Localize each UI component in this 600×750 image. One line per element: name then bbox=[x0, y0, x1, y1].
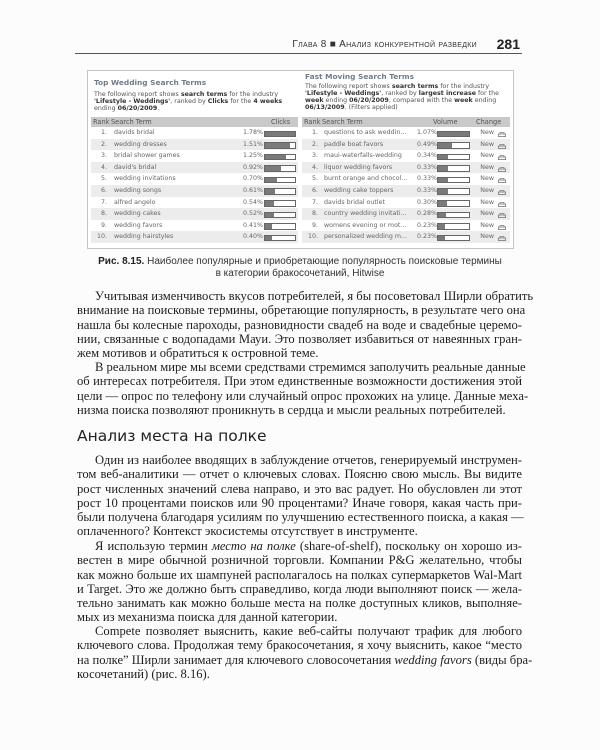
table-row bbox=[91, 220, 298, 232]
text-line: внимание на поисковые термины, обретающие популярность, в результате чего она bbox=[77, 303, 526, 318]
change-cell: New bbox=[480, 186, 494, 194]
table-header-row bbox=[91, 117, 298, 127]
section-heading: Анализ места на полке bbox=[77, 427, 267, 445]
table-row bbox=[302, 208, 510, 220]
change-cell: New bbox=[480, 198, 494, 206]
value-cell: 0.33% bbox=[416, 186, 437, 194]
value-bar bbox=[264, 154, 296, 161]
search-term-cell: country wedding invitati... bbox=[324, 210, 407, 218]
value-cell: 0.33% bbox=[416, 163, 437, 171]
value-bar bbox=[437, 154, 470, 161]
panel-description bbox=[94, 91, 299, 112]
text-segment: Я использую термин bbox=[95, 539, 212, 553]
lock-icon bbox=[498, 188, 506, 194]
value-bar-fill bbox=[265, 132, 295, 137]
lock-icon bbox=[498, 200, 506, 206]
value-bar bbox=[264, 142, 296, 149]
top-wedding-search-terms-panel bbox=[88, 71, 298, 248]
page-number: 281 bbox=[496, 36, 520, 52]
rank-cell: 3. bbox=[100, 152, 107, 160]
emphasized-term: wedding favors bbox=[394, 652, 472, 667]
change-cell: New bbox=[480, 140, 494, 148]
panel-title: Fast Moving Search Terms bbox=[305, 72, 415, 81]
search-term-cell: wedding dresses bbox=[114, 140, 167, 148]
description-segment: for the bbox=[228, 98, 254, 105]
search-term-cell: maui-waterfalls-wedding bbox=[324, 152, 402, 160]
search-term-cell: burnt orange and chocol... bbox=[324, 175, 408, 183]
change-cell: New bbox=[480, 175, 494, 183]
description-segment: The following report shows bbox=[94, 91, 181, 98]
description-segment: 'Lifestyle - Weddings' bbox=[305, 90, 382, 97]
text-segment: на полке” Ширли занимает для ключевого словосочетания bbox=[77, 652, 395, 667]
description-segment: . (Filters applied) bbox=[344, 104, 398, 111]
description-segment: week bbox=[305, 97, 324, 104]
value-bar bbox=[437, 177, 470, 184]
text-line: Учитывая изменчивость вкусов потребителей, я бы посоветовал Ширли обратить bbox=[95, 289, 534, 303]
text-line: ключевого слова. Продолжая тему бракосочетания, я хочу выяснить, какое “место bbox=[77, 638, 522, 653]
value-cell: 1.25% bbox=[242, 152, 263, 160]
rank-cell: 10. bbox=[307, 233, 318, 241]
value-cell: 1.51% bbox=[242, 140, 263, 148]
value-bar-fill bbox=[265, 189, 275, 194]
value-bar bbox=[264, 188, 296, 195]
value-bar-fill bbox=[438, 201, 447, 206]
text-line: вестен в мире обычной розничной торговли. Компании P&G желательно, чтобы bbox=[77, 553, 522, 568]
description-segment: 06/13/2009 bbox=[305, 104, 345, 111]
table-header-row bbox=[302, 117, 510, 127]
running-header bbox=[75, 37, 522, 54]
text-line: были получена благодаря усилиям по улучшению естественного поиска, а какая — bbox=[77, 510, 524, 525]
description-segment: , compared with the bbox=[388, 97, 455, 104]
search-terms-table bbox=[91, 117, 298, 243]
lock-icon bbox=[498, 142, 506, 148]
table-row bbox=[302, 127, 510, 139]
rank-cell: 9. bbox=[311, 221, 318, 229]
paragraph bbox=[77, 453, 522, 539]
value-cell: 0.61% bbox=[242, 186, 263, 194]
rank-cell: 1. bbox=[100, 129, 107, 136]
rank-cell: 8. bbox=[311, 210, 318, 218]
value-bar-fill bbox=[265, 236, 272, 241]
change-cell: New bbox=[480, 163, 494, 171]
value-cell: 1.78% bbox=[242, 129, 263, 136]
column-header-rank: Rank bbox=[93, 118, 110, 126]
rank-cell: 8. bbox=[100, 210, 107, 218]
value-bar-fill bbox=[438, 132, 469, 137]
caption-label: Рис. 8.15. bbox=[98, 256, 145, 267]
description-segment: 'Lifestyle - Weddings' bbox=[94, 98, 171, 105]
description-segment: , ranked by bbox=[381, 90, 419, 97]
rank-cell: 3. bbox=[311, 152, 318, 160]
value-bar bbox=[437, 200, 470, 207]
lock-icon bbox=[498, 130, 506, 136]
table-row bbox=[302, 139, 510, 151]
description-segment: largest increase bbox=[418, 90, 476, 97]
value-cell: 0.40% bbox=[242, 233, 263, 241]
search-term-cell: paddle boat favors bbox=[324, 140, 384, 148]
value-cell: 0.34% bbox=[416, 152, 437, 160]
chapter-title: Глава 8 ■ Анализ конкурентной разведки bbox=[292, 39, 477, 50]
table-row bbox=[91, 162, 298, 174]
search-terms-table bbox=[302, 117, 510, 243]
value-bar-fill bbox=[265, 213, 274, 218]
value-cell: 0.33% bbox=[416, 175, 437, 183]
text-line: нии, связанные с водопадами Мауи. Это позволяет избавиться от навеянных гран- bbox=[77, 331, 522, 346]
text-line: как можно больше их шампуней располагалось на полках супермаркетов Wal-Mart bbox=[77, 567, 522, 582]
column-header-search-term: Search Term bbox=[322, 118, 363, 126]
text-segment: (share-of-shelf), поскольку он хорошо из- bbox=[295, 539, 522, 553]
search-term-cell: womens evening or mot... bbox=[324, 221, 407, 229]
lock-icon bbox=[498, 223, 506, 229]
table-row bbox=[91, 231, 298, 243]
description-segment: Clicks bbox=[207, 98, 229, 105]
value-bar-fill bbox=[438, 189, 448, 194]
text-line: Один из наиболее вводящих в заблуждение отчетов, генерируемый инструмен- bbox=[95, 453, 522, 467]
value-bar-fill bbox=[265, 166, 281, 171]
lock-icon bbox=[498, 176, 506, 182]
text-line: мых из механизма поиска для данной категории. bbox=[77, 610, 338, 625]
rank-cell: 6. bbox=[100, 186, 107, 194]
value-cell: 0.92% bbox=[242, 163, 263, 171]
value-bar-fill bbox=[438, 213, 446, 218]
text-line: об интересах потребителя. При этом единственные возможности достижения этой bbox=[77, 374, 522, 389]
paragraph bbox=[77, 539, 522, 625]
value-bar bbox=[437, 142, 470, 149]
rank-cell: 6. bbox=[311, 186, 318, 194]
value-cell: 0.49% bbox=[416, 140, 437, 148]
rank-cell: 5. bbox=[100, 175, 107, 183]
value-bar bbox=[264, 200, 296, 207]
search-term-cell: wedding favors bbox=[114, 221, 163, 229]
change-cell: New bbox=[480, 210, 494, 218]
lock-icon bbox=[498, 234, 506, 240]
column-header-change: Change bbox=[476, 118, 502, 126]
rank-cell: 4. bbox=[311, 163, 318, 171]
figure-hitwise-reports bbox=[87, 70, 514, 249]
value-cell: 1.07% bbox=[416, 129, 437, 136]
text-line: оплаченного? Контекст экосистемы отсутствует в инструменте. bbox=[77, 524, 418, 539]
rank-cell: 2. bbox=[311, 140, 318, 148]
rank-cell: 7. bbox=[311, 198, 318, 206]
description-segment: for the industry bbox=[227, 91, 279, 98]
paragraph bbox=[77, 289, 534, 361]
search-term-cell: wedding cakes bbox=[114, 210, 161, 218]
description-segment: ending bbox=[323, 97, 350, 104]
search-term-cell: davids bridal outlet bbox=[324, 198, 385, 206]
text-line: Compete позволяет выяснить, какие веб-сайты получают трафик для любого bbox=[95, 624, 522, 638]
search-term-cell: alfred angelo bbox=[114, 198, 156, 206]
value-bar-fill bbox=[265, 178, 277, 183]
text-line: жем мотивов и обратиться к островной теме. bbox=[77, 346, 319, 361]
value-bar bbox=[264, 212, 296, 219]
rank-cell: 4. bbox=[100, 163, 107, 171]
value-bar-fill bbox=[265, 201, 274, 206]
value-bar bbox=[437, 235, 470, 242]
text-line: рост численных значений слева направо, и это вас радует. Но обусловлен ли этот bbox=[77, 481, 522, 496]
lock-icon bbox=[498, 211, 506, 217]
description-segment: week bbox=[454, 97, 473, 104]
rank-cell: 5. bbox=[311, 175, 318, 183]
text-line: В реальном мире мы всеми средствами стремимся заполучить реальные данные bbox=[95, 360, 526, 374]
value-bar bbox=[437, 188, 470, 195]
value-bar bbox=[437, 131, 470, 138]
value-cell: 0.30% bbox=[416, 198, 437, 206]
value-bar bbox=[264, 177, 296, 184]
text-line: тельно занимать как можно больше места на полке доступных кликов, выполняе- bbox=[77, 596, 522, 611]
search-term-cell: davids bridal bbox=[114, 129, 155, 136]
table-row bbox=[302, 231, 510, 243]
description-segment: for the industry bbox=[438, 83, 490, 90]
description-segment: ending bbox=[472, 97, 497, 104]
rank-cell: 7. bbox=[100, 198, 107, 206]
change-cell: New bbox=[480, 152, 494, 160]
search-term-cell: wedding hairstyles bbox=[114, 233, 174, 241]
table-row bbox=[302, 220, 510, 232]
table-row bbox=[91, 127, 298, 139]
value-cell: 0.41% bbox=[242, 221, 263, 229]
text-line bbox=[77, 539, 522, 553]
column-header-clicks: Clicks bbox=[271, 118, 291, 126]
search-term-cell: personalized wedding m... bbox=[324, 233, 408, 241]
value-bar-fill bbox=[438, 236, 445, 241]
value-cell: 0.28% bbox=[416, 210, 437, 218]
table-row bbox=[91, 139, 298, 151]
description-segment: 06/20/2009 bbox=[349, 97, 389, 104]
panel-title: Top Wedding Search Terms bbox=[94, 78, 207, 87]
value-cell: 0.52% bbox=[242, 210, 263, 218]
fast-moving-search-terms-panel bbox=[299, 71, 513, 248]
rank-cell: 2. bbox=[100, 140, 107, 148]
value-bar-fill bbox=[265, 155, 286, 160]
column-header-volume: Volume bbox=[433, 118, 458, 126]
text-line: рост 10 процентами поисков или 90 процентами? Иначе говоря, какая часть при- bbox=[77, 495, 522, 510]
caption-text: Наиболее популярные и приобретающие популярность поисковые термины bbox=[147, 256, 502, 267]
paragraph bbox=[77, 624, 533, 681]
description-segment: search terms bbox=[391, 83, 439, 90]
text-line: цели — опрос по телефону или случайный опрос прохожих на улице. Данные меха- bbox=[77, 388, 529, 403]
value-bar bbox=[437, 212, 470, 219]
change-cell: New bbox=[480, 221, 494, 229]
search-term-cell: liquor wedding favors bbox=[324, 163, 393, 171]
search-term-cell: questions to ask weddin... bbox=[324, 129, 407, 136]
search-term-cell: wedding cake toppers bbox=[324, 186, 394, 194]
table-row bbox=[91, 173, 298, 185]
panel-description bbox=[305, 83, 510, 111]
column-header-search-term: Search Term bbox=[111, 118, 152, 126]
description-segment: 06/20/2009 bbox=[117, 105, 158, 112]
value-bar-fill bbox=[438, 224, 445, 229]
change-cell: New bbox=[480, 129, 494, 136]
value-bar bbox=[264, 165, 296, 172]
table-row bbox=[302, 173, 510, 185]
search-term-cell: wedding songs bbox=[114, 186, 162, 194]
value-bar bbox=[264, 223, 296, 230]
search-term-cell: david's bridal bbox=[114, 163, 157, 171]
text-line bbox=[77, 652, 533, 667]
value-bar-fill bbox=[438, 143, 452, 148]
value-bar-fill bbox=[265, 143, 290, 148]
description-segment: The following report shows bbox=[305, 83, 392, 90]
table-row bbox=[302, 185, 510, 197]
value-cell: 0.54% bbox=[242, 198, 263, 206]
caption-text: в категории бракосочетаний, Hitwise bbox=[215, 267, 385, 279]
rank-cell: 1. bbox=[311, 129, 318, 136]
rank-cell: 9. bbox=[100, 221, 107, 229]
value-cell: 0.70% bbox=[242, 175, 263, 183]
description-segment: for the bbox=[475, 90, 499, 97]
paragraph bbox=[77, 360, 529, 417]
table-row bbox=[91, 208, 298, 220]
value-bar bbox=[264, 131, 296, 138]
change-cell: New bbox=[480, 233, 494, 241]
text-line: том веб-аналитики — отчет о ключевых словах. Поясню свою мысль. Вы видите bbox=[77, 467, 522, 482]
table-row bbox=[302, 150, 510, 162]
value-bar-fill bbox=[438, 155, 448, 160]
value-bar-fill bbox=[438, 178, 448, 183]
description-segment: , ranked by bbox=[170, 98, 208, 105]
table-row bbox=[302, 162, 510, 174]
text-line: косочетаний) (рис. 8.16). bbox=[77, 666, 210, 681]
value-bar bbox=[437, 165, 470, 172]
description-segment: 4 weeks bbox=[253, 98, 283, 105]
description-segment: ending bbox=[94, 105, 118, 112]
value-cell: 0.23% bbox=[416, 221, 437, 229]
description-segment: search terms bbox=[180, 91, 228, 98]
rank-cell: 10. bbox=[96, 233, 107, 241]
table-row bbox=[91, 185, 298, 197]
table-row bbox=[91, 197, 298, 209]
value-bar-fill bbox=[265, 224, 272, 229]
figure-caption bbox=[75, 256, 525, 279]
text-line: нашла бы колесные пароходы, разновидности свадеб на воде и свадебные церемо- bbox=[77, 317, 522, 332]
value-bar bbox=[264, 235, 296, 242]
value-bar-fill bbox=[438, 166, 448, 171]
emphasized-term: место на полке bbox=[211, 539, 296, 553]
search-term-cell: wedding invitations bbox=[114, 175, 176, 183]
text-segment: (виды бра- bbox=[471, 652, 533, 667]
table-row bbox=[91, 150, 298, 162]
lock-icon bbox=[498, 165, 506, 171]
table-row bbox=[302, 197, 510, 209]
lock-icon bbox=[498, 153, 506, 159]
text-line: и Target. Это же должно быть справедливо, когда люди выполняют поиск — жела- bbox=[77, 581, 522, 596]
search-term-cell: bridal shower games bbox=[114, 152, 180, 160]
value-cell: 0.23% bbox=[416, 233, 437, 241]
column-header-rank: Rank bbox=[304, 118, 321, 126]
value-bar bbox=[437, 223, 470, 230]
description-segment: . bbox=[157, 105, 160, 112]
text-line: низма поиска позволяют проникнуть в сердца и мысли реальных потребителей. bbox=[77, 402, 506, 417]
